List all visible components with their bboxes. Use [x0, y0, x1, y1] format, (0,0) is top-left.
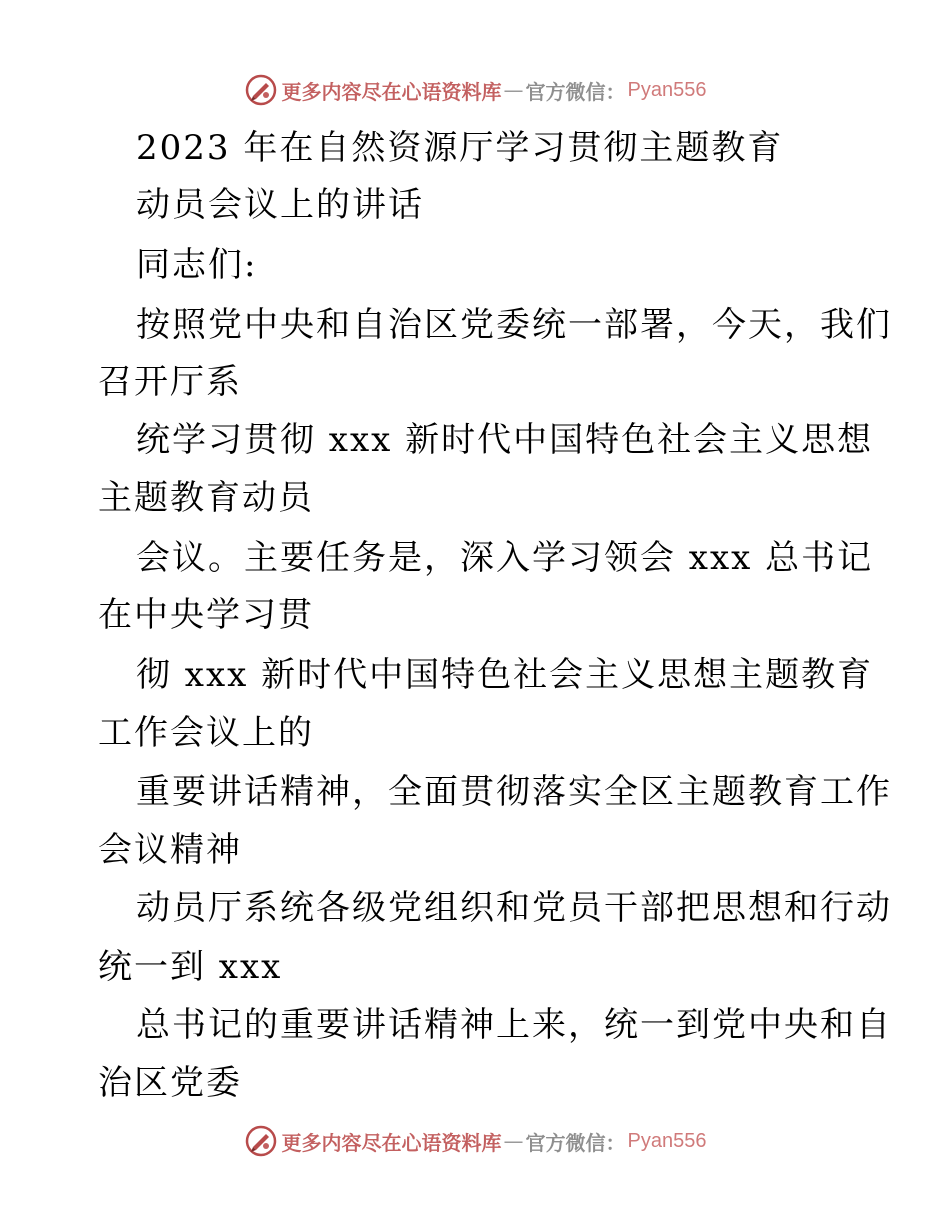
paragraph-line: 统一到 xxx	[98, 947, 283, 987]
watermark-separator: —	[503, 1129, 524, 1153]
watermark-text	[282, 1127, 707, 1156]
watermark-wechat-id: Pyan556	[627, 78, 707, 101]
watermark-main-text: 更多内容尽在心语资料库	[281, 79, 502, 104]
paragraph-line: 按照党中央和自治区党委统一部署，今天，我们	[136, 305, 892, 345]
paragraph-line: 工作会议上的	[98, 713, 314, 753]
paragraph-line: 重要讲话精神，全面贯彻落实全区主题教育工作	[136, 772, 892, 812]
document-title-line-2: 动员会议上的讲话	[136, 185, 424, 225]
paragraph-line: 会议。主要任务是，深入学习领会 xxx 总书记	[136, 538, 874, 578]
document-title-line-1: 2023 年在自然资源厅学习贯彻主题教育	[136, 128, 784, 168]
watermark-separator: —	[503, 78, 524, 102]
pen-seal-icon	[244, 73, 278, 107]
watermark-text	[282, 76, 707, 105]
salutation: 同志们:	[136, 245, 258, 285]
paragraph-line: 彻 xxx 新时代中国特色社会主义思想主题教育	[136, 655, 874, 695]
paragraph-line: 在中央学习贯	[98, 595, 314, 635]
watermark-wechat-label: 官方微信：	[525, 79, 626, 104]
paragraph-line: 会议精神	[98, 830, 242, 870]
paragraph-line: 动员厅系统各级党组织和党员干部把思想和行动	[136, 888, 892, 928]
pen-seal-icon	[244, 1124, 278, 1158]
paragraph-line: 总书记的重要讲话精神上来，统一到党中央和自	[136, 1005, 892, 1045]
watermark-wechat-id: Pyan556	[627, 1129, 707, 1152]
paragraph-line: 治区党委	[98, 1063, 242, 1103]
watermark-footer	[0, 1121, 950, 1161]
watermark-header	[0, 70, 950, 110]
paragraph-line: 统学习贯彻 xxx 新时代中国特色社会主义思想	[136, 420, 874, 460]
paragraph-line: 召开厅系	[98, 362, 242, 402]
paragraph-line: 主题教育动员	[98, 478, 314, 518]
watermark-wechat-label: 官方微信：	[525, 1130, 626, 1155]
watermark-main-text: 更多内容尽在心语资料库	[281, 1130, 502, 1155]
